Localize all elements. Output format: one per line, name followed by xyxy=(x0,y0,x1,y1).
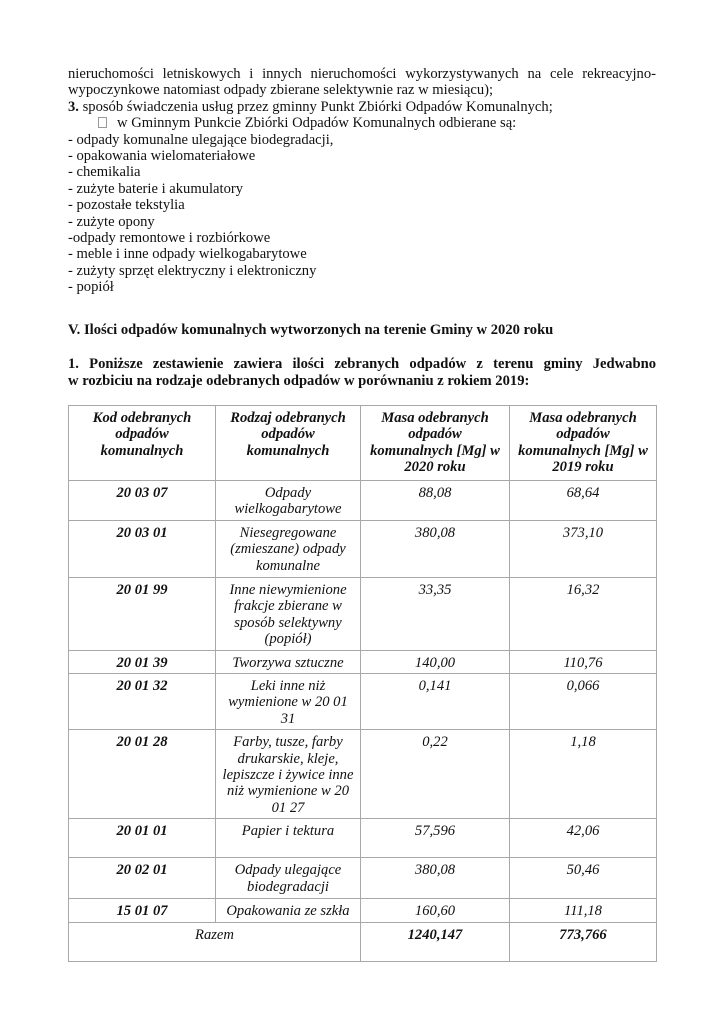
table-row xyxy=(69,858,657,899)
list-item: -odpady remontowe i rozbiórkowe xyxy=(68,230,271,247)
cell-code: 20 03 01 xyxy=(69,521,216,578)
total-mass-2019: 773,766 xyxy=(510,923,657,962)
cell-type: Odpady wielkogabarytowe xyxy=(216,481,361,521)
table-row xyxy=(69,578,657,651)
table-row xyxy=(69,899,657,923)
cell-code: 20 01 28 xyxy=(69,730,216,819)
list-item: - pozostałe tekstylia xyxy=(68,197,185,214)
header-code: Kod odebranych odpadów komunalnych xyxy=(69,406,216,481)
cell-type: Papier i tektura xyxy=(216,819,361,858)
cell-mass-2020: 380,08 xyxy=(361,521,510,578)
point-3 xyxy=(68,99,656,115)
point-3-number: 3. xyxy=(68,98,79,115)
cell-mass-2020: 380,08 xyxy=(361,858,510,899)
cell-code: 20 03 07 xyxy=(69,481,216,521)
cell-type: Farby, tusze, farby drukarskie, kleje, lepiszcze i żywice inne niż wymienione w 20 01 27 xyxy=(216,730,361,819)
cell-code: 20 02 01 xyxy=(69,858,216,899)
table-row xyxy=(69,730,657,819)
header-type: Rodzaj odebranych odpadów komunalnych xyxy=(216,406,361,481)
cell-mass-2020: 0,22 xyxy=(361,730,510,819)
waste-table xyxy=(68,405,657,962)
header-mass-2019: Masa odebranych odpadów komunalnych [Mg] w 2019 roku xyxy=(510,406,657,481)
cell-code: 20 01 39 xyxy=(69,650,216,673)
cell-code: 15 01 07 xyxy=(69,899,216,923)
cell-type: Niesegregowane (zmieszane) odpady komunalne xyxy=(216,521,361,578)
cell-type: Opakowania ze szkła xyxy=(216,899,361,923)
continued-paragraph-line-1: nieruchomości letniskowych i innych nieruchomości wykorzystywanych na cele rekreacyjno- xyxy=(68,66,656,82)
cell-mass-2019: 0,066 xyxy=(510,674,657,730)
total-mass-2020: 1240,147 xyxy=(361,923,510,962)
cell-type: Odpady ulegające biodegradacji xyxy=(216,858,361,899)
list-item: - zużyte opony xyxy=(68,213,155,230)
cell-mass-2019: 373,10 xyxy=(510,521,657,578)
list-item: - opakowania wielomateriałowe xyxy=(68,148,256,165)
cell-mass-2020: 33,35 xyxy=(361,578,510,651)
table-row xyxy=(69,481,657,521)
cell-mass-2020: 160,60 xyxy=(361,899,510,923)
cell-mass-2020: 140,00 xyxy=(361,650,510,673)
table-intro-line-2: w rozbiciu na rodzaje odebranych odpadów w porównaniu z rokiem 2019: xyxy=(68,373,530,389)
table-total-row xyxy=(69,923,657,962)
cell-mass-2019: 1,18 xyxy=(510,730,657,819)
header-mass-2020: Masa odebranych odpadów komunalnych [Mg] w 2020 roku xyxy=(361,406,510,481)
cell-mass-2019: 111,18 xyxy=(510,899,657,923)
list-item: - odpady komunalne ulegające biodegradacji, xyxy=(68,131,334,148)
table-intro-line-1: 1. Poniższe zestawienie zawiera ilości zebranych odpadów z terenu gminy Jedwabno xyxy=(68,356,656,372)
cell-mass-2020: 88,08 xyxy=(361,481,510,521)
cell-mass-2019: 16,32 xyxy=(510,578,657,651)
cell-mass-2020: 57,596 xyxy=(361,819,510,858)
section-title: V. Ilości odpadów komunalnych wytworzonych na terenie Gminy w 2020 roku xyxy=(68,322,554,338)
cell-mass-2020: 0,141 xyxy=(361,674,510,730)
bullet-text: w Gminnym Punkcie Zbiórki Odpadów Komunalnych odbierane są: xyxy=(117,115,517,132)
table-row xyxy=(69,650,657,673)
document-page xyxy=(68,66,656,944)
total-label: Razem xyxy=(69,923,361,962)
cell-mass-2019: 110,76 xyxy=(510,650,657,673)
cell-code: 20 01 99 xyxy=(69,578,216,651)
table-row xyxy=(69,819,657,858)
cell-type: Tworzywa sztuczne xyxy=(216,650,361,673)
cell-type: Leki inne niż wymienione w 20 01 31 xyxy=(216,674,361,730)
list-item: - popiół xyxy=(68,279,114,296)
table-row xyxy=(69,521,657,578)
table-intro xyxy=(68,356,656,390)
cell-mass-2019: 42,06 xyxy=(510,819,657,858)
continued-paragraph-line-2: wypoczynkowe natomiast odpady zbierane selektywnie raz w miesiącu); xyxy=(68,82,494,99)
list-item: - zużyte baterie i akumulatory xyxy=(68,180,244,197)
bullet-icon xyxy=(98,117,107,128)
table-row xyxy=(69,674,657,730)
list-item: - chemikalia xyxy=(68,164,141,181)
point-3-text: sposób świadczenia usług przez gminny Punkt Zbiórki Odpadów Komunalnych; xyxy=(78,98,553,115)
cell-code: 20 01 32 xyxy=(69,674,216,730)
cell-mass-2019: 68,64 xyxy=(510,481,657,521)
bullet-paragraph xyxy=(68,115,656,131)
table-header-row xyxy=(69,406,657,481)
cell-code: 20 01 01 xyxy=(69,819,216,858)
list-item: - zużyty sprzęt elektryczny i elektroniczny xyxy=(68,262,317,279)
cell-mass-2019: 50,46 xyxy=(510,858,657,899)
collected-items-list xyxy=(68,132,656,296)
cell-type: Inne niewymienione frakcje zbierane w sposób selektywny (popiół) xyxy=(216,578,361,651)
list-item: - meble i inne odpady wielkogabarytowe xyxy=(68,246,307,263)
